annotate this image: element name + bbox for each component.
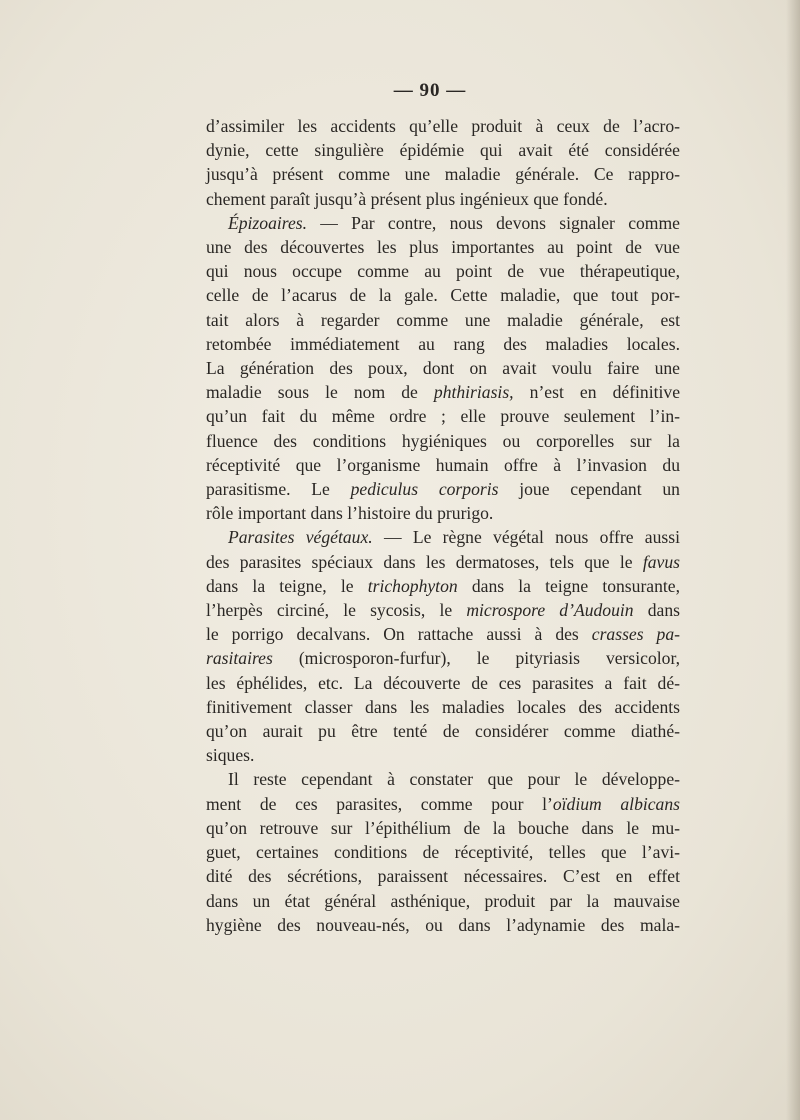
text-line: siques.: [206, 745, 255, 766]
text-line: une des découvertes les plus importantes au point de vue: [206, 237, 680, 258]
text-line: fluence des conditions hygiéniques ou corporelles sur la: [206, 430, 680, 451]
text-line: des parasites spéciaux dans les dermatoses, tels que le favus: [206, 551, 680, 572]
text-line: Parasites végétaux. — Le règne végétal nous offre aussi: [228, 527, 680, 548]
text-line: dans un état général asthénique, produit par la mauvaise: [206, 890, 680, 911]
page-spine-shadow: [786, 0, 800, 1120]
text-line: tait alors à regarder comme une maladie générale, est: [206, 309, 680, 330]
text-line: ment de ces parasites, comme pour l’oïdium albicans: [206, 793, 680, 814]
text-line: Épizoaires. — Par contre, nous devons signaler comme: [228, 212, 680, 233]
text-line: qui nous occupe comme au point de vue thérapeutique,: [206, 261, 680, 282]
text-line: qu’on aurait pu être tenté de considérer comme diathé-: [206, 721, 680, 742]
text-line: finitivement classer dans les maladies locales des accidents: [206, 696, 680, 717]
text-line: qu’on retrouve sur l’épithélium de la bouche dans le mu-: [206, 817, 680, 838]
text-line: le porrigo decalvans. On rattache aussi à des crasses pa-: [206, 624, 681, 645]
text-line: chement paraît jusqu’à présent plus ingénieux que fondé.: [206, 188, 608, 209]
text-line: rasitaires (microsporon-furfur), le pityriasis versicolor,: [206, 648, 680, 669]
text-line: les éphélides, etc. La découverte de ces parasites a fait dé-: [206, 672, 680, 693]
page-number: — 90 —: [393, 80, 467, 101]
text-line: La génération des poux, dont on avait voulu faire une: [206, 358, 680, 379]
text-line: réceptivité que l’organisme humain offre à l’invasion du: [206, 454, 680, 475]
text-line: hygiène des nouveau-nés, ou dans l’adynamie des mala-: [206, 914, 680, 935]
text-line: retombée immédiatement au rang des maladies locales.: [206, 333, 680, 354]
text-line: Il reste cependant à constater que pour le développe-: [228, 769, 680, 790]
text-line: celle de l’acarus de la gale. Cette maladie, que tout por-: [206, 285, 680, 306]
text-line: jusqu’à présent comme une maladie générale. Ce rappro-: [206, 164, 680, 185]
text-line: qu’un fait du même ordre ; elle prouve seulement l’in-: [206, 406, 680, 427]
text-line: rôle important dans l’histoire du prurigo.: [206, 503, 494, 524]
text-line: d’assimiler les accidents qu’elle produit à ceux de l’acro-: [206, 116, 680, 136]
text-line: l’herpès circiné, le sycosis, le microspore d’Audouin dans: [206, 600, 680, 621]
text-line: guet, certaines conditions de réceptivité, telles que l’avi-: [206, 842, 680, 863]
text-line: maladie sous le nom de phthiriasis, n’est en définitive: [206, 382, 681, 403]
text-line: dans la teigne, le trichophyton dans la teigne tonsurante,: [206, 575, 681, 596]
body-text: [206, 114, 680, 937]
text-line: dynie, cette singulière épidémie qui avait été considérée: [206, 140, 680, 161]
text-line: dité des sécrétions, paraissent nécessaires. C’est en effet: [206, 866, 680, 887]
text-line: parasitisme. Le pediculus corporis joue cependant un: [206, 479, 680, 500]
